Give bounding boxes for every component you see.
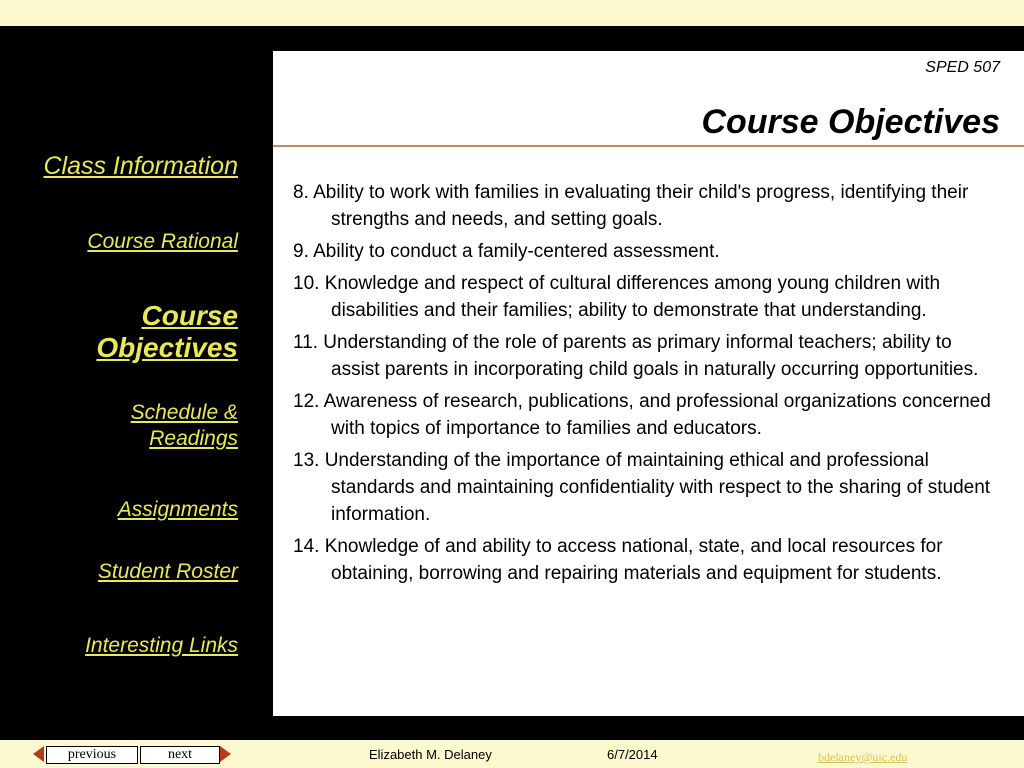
objective-item: 13. Understanding of the importance of maintaining ethical and professional standards and maintaining confidentiality with respect to the sharing of student information. xyxy=(293,450,991,525)
previous-button[interactable]: previous xyxy=(46,746,138,764)
presentation-date: 6/7/2014 xyxy=(607,747,658,762)
top-band xyxy=(0,0,1024,26)
sidebar-item-assignments[interactable]: Assignments xyxy=(117,498,238,521)
course-code: SPED 507 xyxy=(925,59,1000,76)
sidebar-item-schedule-readings[interactable]: Schedule & Readings xyxy=(130,401,238,450)
sidebar-item-interesting-links[interactable]: Interesting Links xyxy=(85,634,238,657)
page-title: Course Objectives xyxy=(701,103,1000,141)
sidebar-item-course-objectives[interactable]: Course Objectives xyxy=(96,300,238,363)
author-name: Elizabeth M. Delaney xyxy=(369,747,492,762)
triangle-left-icon[interactable] xyxy=(33,746,44,762)
footer-bar xyxy=(0,740,1024,768)
footer-info-area xyxy=(273,740,1024,768)
objective-item: 12. Awareness of research, publications, and professional organizations concerned with topics of importance to families and educators. xyxy=(293,391,991,439)
objective-item: 10. Knowledge and respect of cultural differences among young children with disabilities and their families; ability to demonstrate that understanding. xyxy=(293,273,941,321)
content-panel xyxy=(273,51,1024,716)
objectives-list xyxy=(293,179,1003,592)
email-link[interactable]: bdelaney@uic.edu xyxy=(818,750,908,764)
title-divider xyxy=(273,145,1024,147)
sidebar-item-class-information[interactable]: Class Information xyxy=(43,152,238,180)
sidebar-nav xyxy=(0,26,273,740)
objective-item: 9. Ability to conduct a family-centered assessment. xyxy=(293,241,720,262)
objective-item: 14. Knowledge of and ability to access national, state, and local resources for obtaining, borrowing and repairing materials and equipment for students. xyxy=(293,536,943,584)
next-button[interactable]: next xyxy=(140,746,220,764)
sidebar-item-course-rational[interactable]: Course Rational xyxy=(87,230,238,253)
objective-item: 8. Ability to work with families in evaluating their child's progress, identifying their strengths and needs, and setting goals. xyxy=(293,182,969,230)
triangle-right-icon[interactable] xyxy=(220,746,231,762)
objective-item: 11. Understanding of the role of parents as primary informal teachers; ability to assist parents in incorporating child goals in naturally occurring opportunities. xyxy=(293,332,979,380)
footer-nav-area xyxy=(0,740,273,768)
sidebar-item-student-roster[interactable]: Student Roster xyxy=(97,560,238,583)
